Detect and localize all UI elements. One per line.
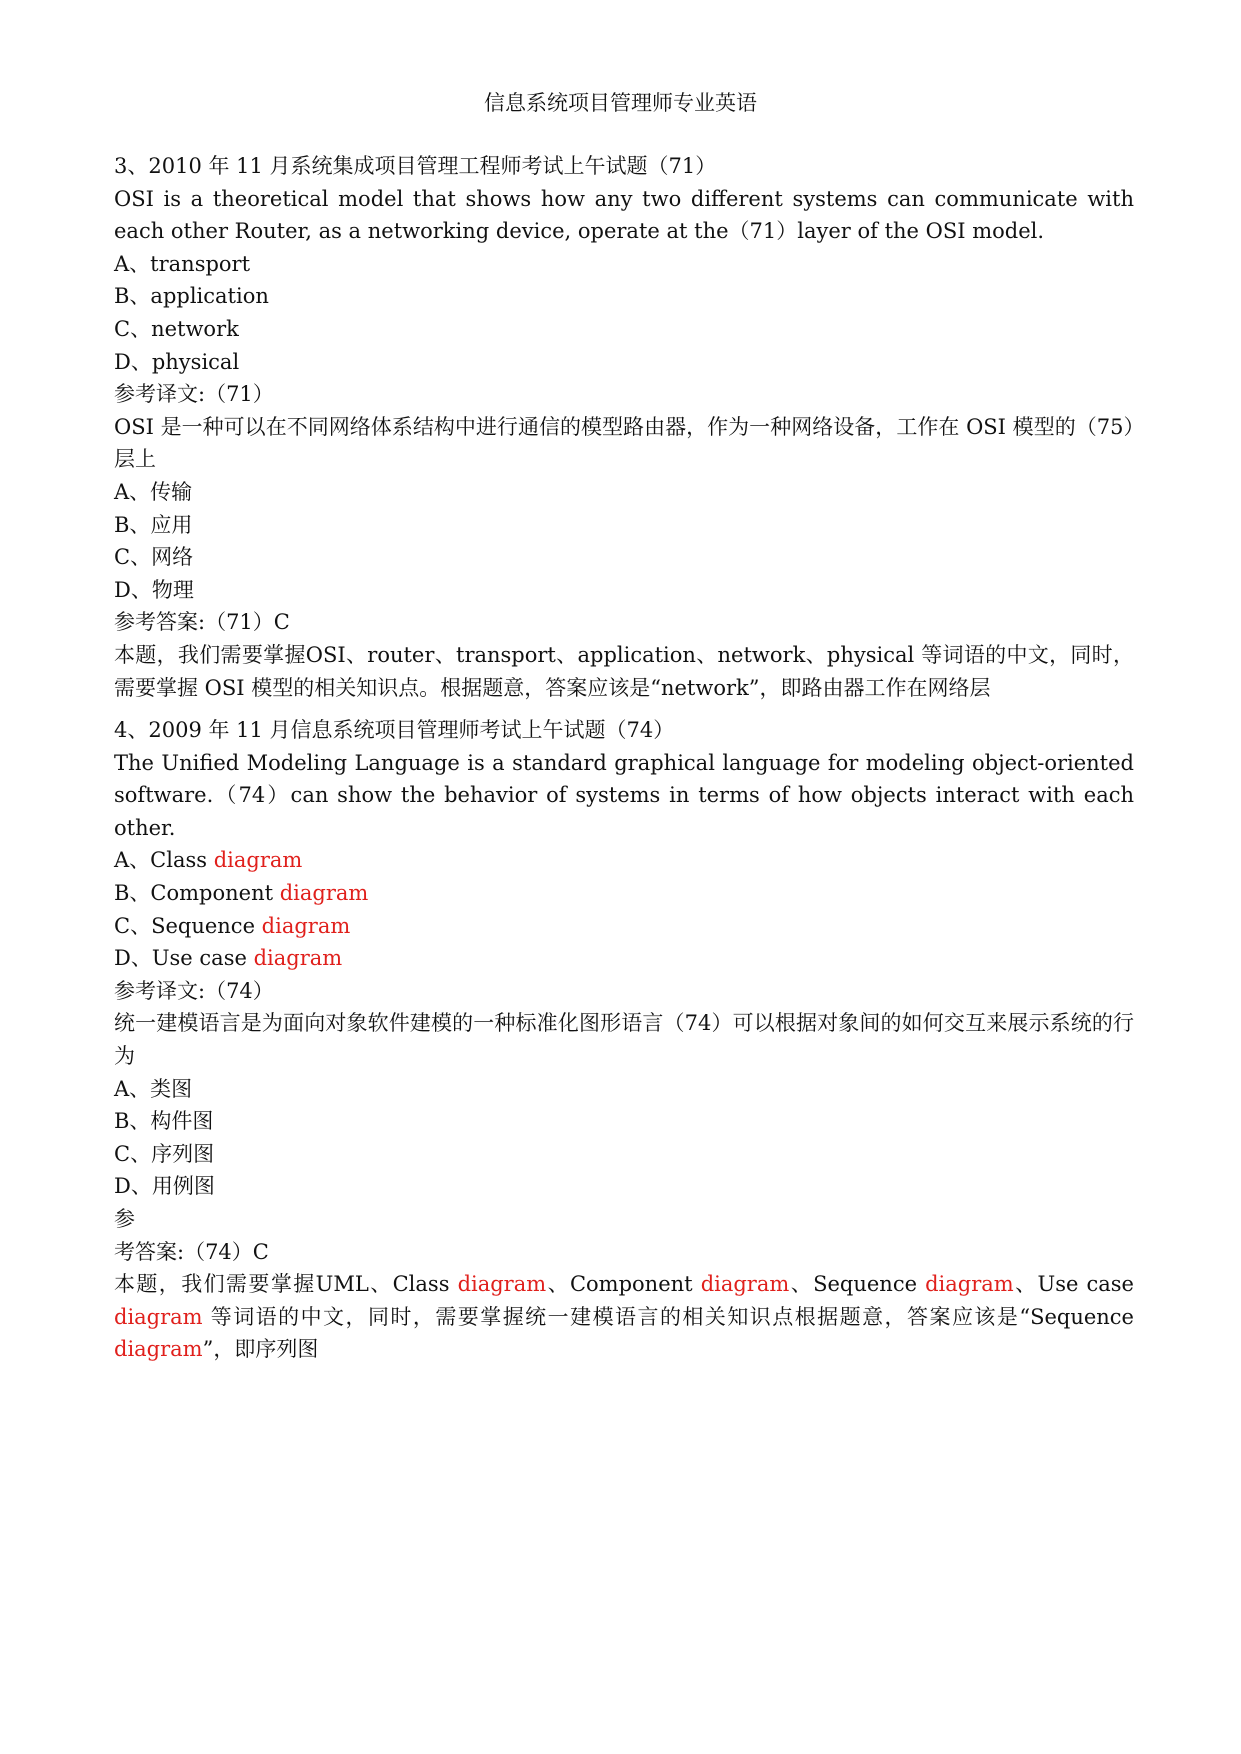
page-content (114, 150, 1134, 1366)
q4-explanation-highlight: diagram (457, 1272, 547, 1297)
q4-explanation-text: ”，即序列图 (202, 1337, 319, 1362)
q4-option-a (114, 844, 1134, 877)
q3-explanation: 本题，我们需要掌握OSI、router、transport、application、network、physical 等词语的中文，同时，需要掌握 OSI 模型的相关知识点。根据题意，答案应该是“network”，即路由器工作在网络层 (114, 642, 1134, 700)
q4-option-b (114, 877, 1134, 910)
q4-explanation-text: 本题，我们需要掌握UML、Class (114, 1272, 458, 1297)
q4-translation-option-a: A、类图 (114, 1076, 193, 1101)
q4-option-a-highlight: diagram (213, 848, 303, 873)
q4-option-c-text: C、Sequence (114, 913, 262, 938)
q4-translation-option-d: D、用例图 (114, 1174, 215, 1199)
q3-answer: 参考答案:（71）C (114, 610, 290, 635)
q4-explanation (114, 1268, 1134, 1366)
q4-option-d-text: D、Use case (114, 946, 254, 971)
q3-translation-label: 参考译文:（71） (114, 382, 274, 407)
q3-translation-option-a: A、传输 (114, 479, 193, 504)
section-gap (114, 704, 1134, 714)
page-header: 信息系统项目管理师专业英语 (484, 91, 757, 115)
q4-answer: 考答案:（74）C (114, 1239, 269, 1264)
q4-option-a-text: A、Class (114, 848, 214, 873)
q4-explanation-text: 等词语的中文，同时，需要掌握统一建模语言的相关知识点根据题意，答案应该是“Sequence (202, 1304, 1134, 1329)
q4-translation-option-b: B、构件图 (114, 1109, 214, 1134)
q4-option-c-highlight: diagram (261, 913, 351, 938)
q3-translation-option-c: C、网络 (114, 545, 194, 570)
q4-option-b-highlight: diagram (279, 881, 369, 906)
q3-option-c: C、network (114, 316, 239, 341)
q3-translation-option-d: D、物理 (114, 577, 194, 602)
q4-explanation-highlight: diagram (114, 1337, 203, 1362)
q4-translation: 统一建模语言是为面向对象软件建模的一种标准化图形语言（74）可以根据对象间的如何交互来展示系统的行为 (114, 1011, 1134, 1069)
q3-option-a: A、transport (114, 251, 251, 276)
q3-translation-option-b: B、应用 (114, 512, 193, 537)
q4-explanation-text: 、Component (546, 1272, 701, 1297)
q3-translation: OSI 是一种可以在不同网络体系结构中进行通信的模型路由器，作为一种网络设备，工作在 OSI 模型的（75）层上 (114, 414, 1134, 472)
q4-explanation-highlight: diagram (114, 1304, 203, 1329)
q4-explanation-text: 、Use case (1013, 1272, 1134, 1297)
q4-answer-fragment: 参 (114, 1207, 135, 1231)
q4-explanation-highlight: diagram (925, 1272, 1014, 1297)
q4-explanation-highlight: diagram (700, 1272, 790, 1297)
q3-option-d: D、physical (114, 349, 240, 374)
q3-stem: OSI is a theoretical model that shows how any two different systems can communicate with each other Router, as a networking device, operate at the（71）layer of the OSI model. (114, 186, 1134, 244)
q4-option-b-text: B、Component (114, 881, 280, 906)
q4-translation-label: 参考译文:（74） (114, 978, 274, 1003)
q4-explanation-text: 、Sequence (789, 1272, 926, 1297)
q4-option-c (114, 910, 1134, 943)
q4-translation-option-c: C、序列图 (114, 1141, 215, 1166)
q3-option-b: B、application (114, 284, 269, 309)
q4-stem: The Unified Modeling Language is a standard graphical language for modeling object-oriented software.（74）can show the behavior of systems in terms of how objects interact with each other. (114, 750, 1134, 840)
q4-heading: 4、2009 年 11 月信息系统项目管理师考试上午试题（74） (114, 718, 675, 743)
q3-heading: 3、2010 年 11 月系统集成项目管理工程师考试上午试题（71） (114, 154, 717, 178)
q4-option-d-highlight: diagram (253, 946, 343, 971)
q4-option-d (114, 942, 1134, 975)
